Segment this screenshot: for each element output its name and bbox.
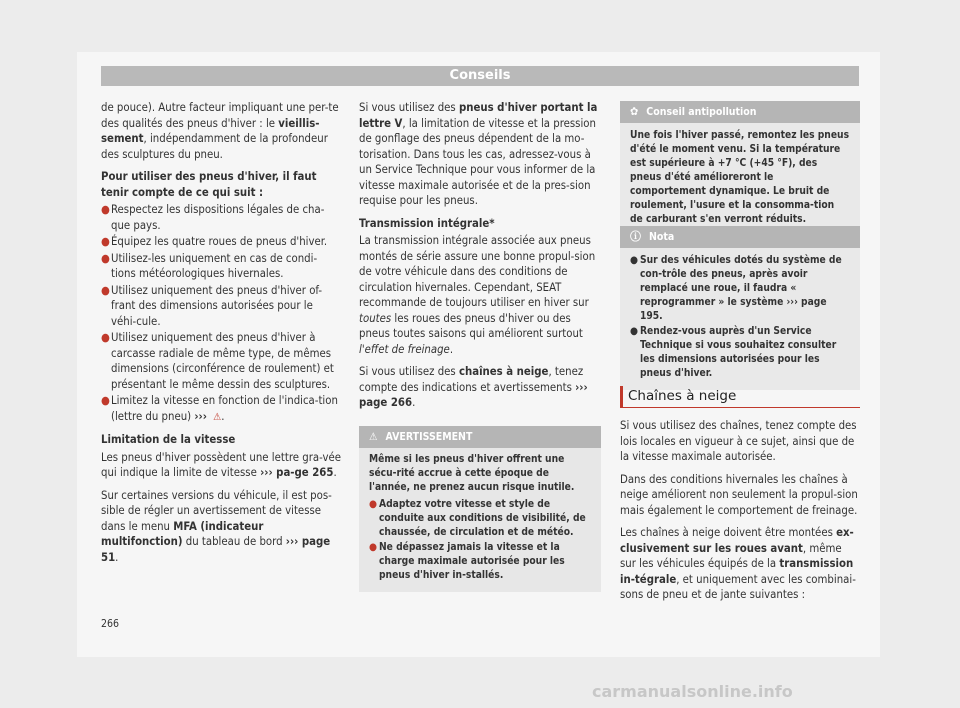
section-title: Chaînes à neige [628,388,737,404]
list-item: ● Adaptez votre vitesse et style de conduite aux conditions de visibilité, de chaussée, de circulation et de météo. [369,499,586,538]
paragraph: Dans des conditions hivernales les chaînes à neige améliorent non seulement la propul-sion mais également le comportement de freinage. [620,472,858,517]
paragraph: Si vous utilisez des chaînes, tenez compte des lois locales en vigueur à ce sujet, ainsi que de la vitesse maximale autorisée. [620,419,857,463]
paragraph: Si vous utilisez des pneus d'hiver portant la lettre V, la limitation de vitesse et la pression de gonflage des pneus dépendent de la mo-torisation. Dans tous les cas, adressez-vous à un Service Technique pour vous informer de la vitesse maximale autorisée et de la pres-sion requise pour les pneus. [359,101,598,207]
subheading: Limitation de la vitesse [101,433,236,446]
subheading: Pour utiliser des pneus d'hiver, il faut tenir compte de ce qui suit : [101,170,317,199]
paragraph: La transmission intégrale associée aux pneus montés de série assure une bonne propul-sion de votre véhicule dans des conditions de circulation hivernales. Cependant, SEAT recommande de toujours utiliser en hiver sur toutes les roues des pneus d'hiver ou des pneus toutes saisons qui améliorent surtout l'effet de freinage. [359,234,596,356]
subheading: Transmission intégrale* [359,216,495,230]
bullet-icon: ● [101,251,110,265]
paragraph: Si vous utilisez des chaînes à neige, tenez compte des indications et avertissements ››› page 266. [359,365,588,409]
list-item: ● Utilisez-les uniquement en cas de condi-tions météorologiques hivernales. [101,251,318,280]
paragraph: Sur certaines versions du véhicule, il est pos-sible de régler un avertissement de vitesse dans le menu MFA (indicateur multifonction) du tableau de bord ››› page 51. [101,488,332,564]
list-item: ● Rendez-vous auprès d'un Service Technique si vous souhaitez consulter les dimensions autorisées pour les pneus d'hiver. [630,326,837,379]
bullet-icon: ● [101,203,110,216]
section-body [620,418,860,610]
column-2 [359,100,601,418]
column-1 [101,100,341,572]
tip-header: ✿ Conseil antipollution [620,101,860,123]
list-item: ● Équipez les quatre roues de pneus d'hiver. [101,235,328,248]
warning-header: ⚠ AVERTISSEMENT [359,426,601,448]
bullet-icon: ● [101,235,110,248]
page-header: Conseils [101,66,859,86]
note-body [620,248,860,390]
warning-icon: ⚠ [213,411,222,423]
warning-icon: ⚠ [369,431,378,443]
cross-reference-link[interactable]: ››› [194,409,207,423]
watermark: carmanualsonline.info [592,682,793,701]
page-number: 266 [101,618,120,630]
section-accent-bar [620,386,623,407]
note-header: ⓘ Nota [620,226,860,248]
warning-body: Même si les pneus d'hiver offrent une sécu-rité accrue à cette époque de l'année, ne prenez aucun risque inutile. ● Adaptez votre vitesse et style de conduite aux conditions de visibilité, de chaussée, de circulation et de météo. ● Ne dépassez jamais la vitesse et la charge maximale autorisée pour les pneus d'hiver in-stallés. [359,448,601,592]
page-link[interactable]: ››› pa-ge 265 [260,466,334,479]
list-item: ● Sur des véhicules dotés du système de con-trôle des pneus, après avoir remplacé une roue, il faudra « reprogrammer » le système ››› page 195. [630,255,842,322]
tip-box [620,101,860,238]
bullet-icon: ● [369,499,377,510]
section-heading [620,386,860,408]
bullet-icon: ● [630,255,638,266]
list-item: ● Respectez les dispositions légales de cha-que pays. [101,203,325,232]
paragraph: de pouce). Autre facteur impliquant une per-te des qualités des pneus d'hiver : le vieillis-sement, indépendamment de la profondeur des sculptures du pneu. [101,101,339,161]
bullet-icon: ● [369,542,377,553]
page-link[interactable]: ››› page 51 [101,535,331,564]
warning-box [359,426,601,592]
bullet-icon: ● [630,326,638,337]
list-item: ● Limitez la vitesse en fonction de l'indica-tion (lettre du pneu) ››› ⚠. [101,393,341,425]
bullet-icon: ● [101,394,110,407]
page-link[interactable]: ››› page 195 [640,297,827,322]
eco-icon: ✿ [630,105,639,118]
paragraph: Les chaînes à neige doivent être montées ex-clusivement sur les roues avant, même sur les véhicules équipés de la transmission in-tégrale, et uniquement avec les combinai-sons de pneu et de jante suivantes : [620,526,856,601]
menu-name: MFA (indicateur multifonction) [101,519,264,548]
page-link[interactable]: ››› page 266 [359,380,588,409]
tip-body: Une fois l'hiver passé, remontez les pneus d'été le moment venu. Si la température est supérieure à +7 °C (+45 °F), des pneus d'été amélioreront le comportement dynamique. Le bruit de roulement, l'usure et la consomma-tion de carburant s'en verront réduits. [630,130,850,225]
bullet-icon: ● [101,331,110,344]
note-box [620,226,860,390]
list-item: ● Utilisez uniquement des pneus d'hiver à carcasse radiale de même type, de mêmes dimensions (circonférence de roulement) et présentant le même dessin des sculptures. [101,331,334,391]
paragraph: Les pneus d'hiver possèdent une lettre gra-vée qui indique la limite de vitesse ››› pa-ge 265. [101,450,341,479]
bullet-icon: ● [101,283,110,297]
list-item: ● Utilisez uniquement des pneus d'hiver of-frant des dimensions autorisées pour le véhi-cule. [101,283,323,328]
list-item: ● Ne dépassez jamais la vitesse et la charge maximale autorisée pour les pneus d'hiver in-stallés. [369,542,565,581]
info-icon: ⓘ [630,230,641,243]
